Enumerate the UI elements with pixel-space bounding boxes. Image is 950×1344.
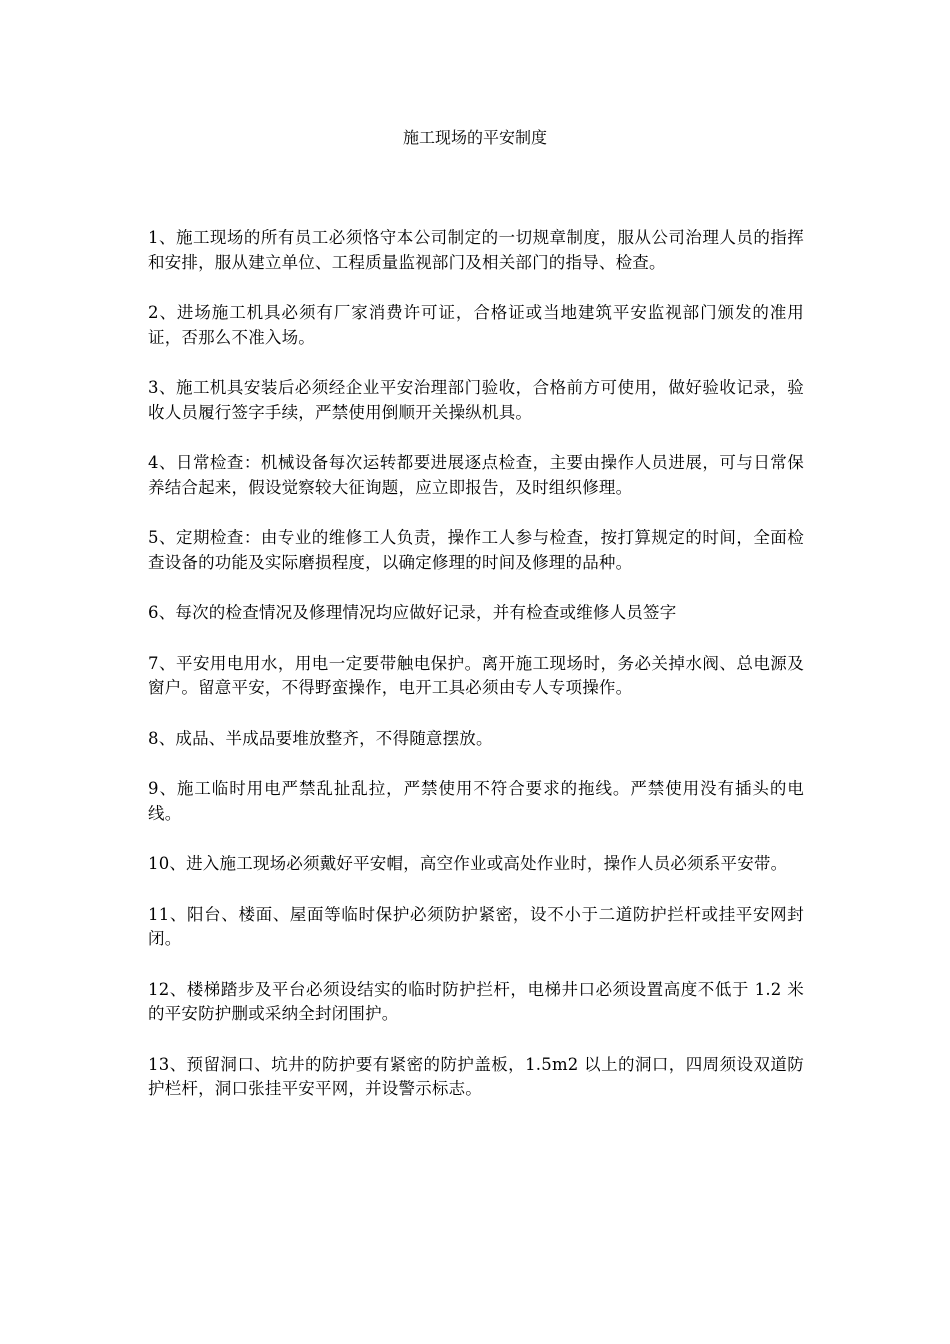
rule-paragraph-12: 12、楼梯踏步及平台必须设结实的临时防护拦杆，电梯井口必须设置高度不低于 1.2 米的平安防护删或采纳全封闭围护。 xyxy=(148,979,804,1023)
rule-paragraph-5: 5、定期检查：由专业的维修工人负责，操作工人参与检查，按打算规定的时间，全面检查设备的功能及实际磨损程度，以确定修理的时间及修理的品种。 xyxy=(148,528,804,572)
document-body xyxy=(148,226,804,1128)
rule-paragraph-4: 4、日常检查：机械设备每次运转都要进展逐点检查，主要由操作人员进展，可与日常保养结合起来，假设觉察较大征询题，应立即报告，及时组织修理。 xyxy=(148,453,804,497)
rule-paragraph-9: 9、施工临时用电严禁乱扯乱拉，严禁使用不符合要求的拖线。严禁使用没有插头的电线。 xyxy=(148,779,804,823)
rule-paragraph-7: 7、平安用电用水，用电一定要带触电保护。离开施工现场时，务必关掉水阀、总电源及窗户。留意平安，不得野蛮操作，电开工具必须由专人专项操作。 xyxy=(148,653,804,697)
rule-paragraph-2: 2、进场施工机具必须有厂家消费许可证，合格证或当地建筑平安监视部门颁发的准用证，否那么不准入场。 xyxy=(148,303,804,347)
rule-paragraph-13: 13、预留洞口、坑井的防护要有紧密的防护盖板，1.5m2 以上的洞口，四周须设双道防护栏杆，洞口张挂平安平网，并设警示标志。 xyxy=(148,1054,804,1098)
rule-paragraph-8: 8、成品、半成品要堆放整齐，不得随意摆放。 xyxy=(148,728,493,748)
rule-paragraph-6: 6、每次的检查情况及修理情况均应做好记录，并有检查或维修人员签字 xyxy=(148,603,677,622)
rule-paragraph-11: 11、阳台、楼面、屋面等临时保护必须防护紧密，设不小于二道防护拦杆或挂平安网封闭。 xyxy=(148,904,804,948)
document-title: 施工现场的平安制度 xyxy=(402,128,547,147)
rule-paragraph-3: 3、施工机具安装后必须经企业平安治理部门验收，合格前方可使用，做好验收记录，验收人员履行签字手续，严禁使用倒顺开关操纵机具。 xyxy=(148,378,804,422)
rule-paragraph-1: 1、施工现场的所有员工必须恪守本公司制定的一切规章制度，服从公司治理人员的指挥和安排，服从建立单位、工程质量监视部门及相关部门的指导、检查。 xyxy=(148,228,804,272)
rule-paragraph-10: 10、进入施工现场必须戴好平安帽，高空作业或高处作业时，操作人员必须系平安带。 xyxy=(148,854,788,873)
